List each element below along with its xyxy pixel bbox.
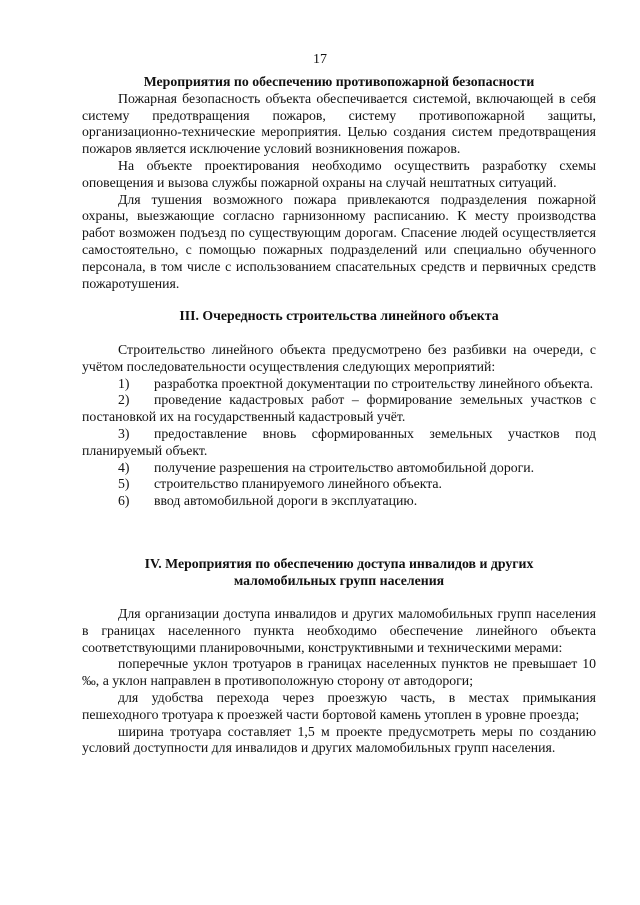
fire-safety-paragraph-3: Для тушения возможного пожара привлекаются подразделения пожарной охраны, выезжающие согласно гарнизонному расписанию. К месту производства работ возможен подъезд по существующим дорогам. Спасение людей осуществляется самостоятельно, с помощью пожарных подразделений или специально обученного персонала, в том числе с использованием спасательных средств и первичных средств пожаротушения. bbox=[82, 191, 596, 291]
list-item-text: получение разрешения на строительство автомобильной дороги. bbox=[154, 459, 535, 475]
page-number: 17 bbox=[313, 52, 327, 67]
construction-order-intro: Строительство линейного объекта предусмотрено без разбивки на очереди, с учётом последовательности осуществления следующих мероприятий: bbox=[82, 342, 596, 374]
list-item-number: 6) bbox=[118, 493, 130, 509]
accessibility-heading-line-1: IV. Мероприятия по обеспечению доступа инвалидов и других bbox=[144, 556, 534, 571]
fire-safety-heading: Мероприятия по обеспечению противопожарной безопасности bbox=[143, 74, 535, 89]
list-item-number: 2) bbox=[118, 392, 130, 408]
list-item-number: 3) bbox=[118, 425, 130, 441]
list-item bbox=[82, 376, 596, 393]
list-item-number: 1) bbox=[118, 375, 130, 391]
list-item bbox=[82, 392, 596, 426]
list-item bbox=[82, 476, 596, 493]
list-item-number: 4) bbox=[118, 459, 130, 475]
list-item bbox=[82, 493, 596, 510]
list-item bbox=[82, 426, 596, 460]
construction-order-section bbox=[82, 342, 596, 510]
list-item-text: предоставление вновь сформированных земельных участков под планируемый объект. bbox=[82, 425, 596, 458]
accessibility-heading-line-2: маломобильных групп населения bbox=[233, 572, 445, 588]
accessibility-paragraph-2: поперечные уклон тротуаров в границах населенных пунктов не превышает 10 ‰, а уклон направлен в противоположную сторону от автодороги; bbox=[82, 656, 596, 689]
accessibility-heading bbox=[82, 556, 596, 590]
list-item-text: проведение кадастровых работ – формирование земельных участков с постановкой их на государственный кадастровый учёт. bbox=[82, 392, 596, 425]
list-item-text: ввод автомобильной дороги в эксплуатацию. bbox=[154, 493, 418, 509]
accessibility-section bbox=[82, 606, 596, 757]
fire-safety-section bbox=[82, 74, 596, 292]
accessibility-paragraph-1: Для организации доступа инвалидов и других маломобильных групп населения в границах населенного пункта необходимо обеспечение линейного объекта соответствующими планировочными, конструктивными и техническими мерами: bbox=[82, 606, 596, 655]
accessibility-paragraph-4: ширина тротуара составляет 1,5 м проекте предусмотреть меры по созданию условий доступности для инвалидов и других маломобильных групп населения. bbox=[82, 723, 596, 756]
construction-order-heading: III. Очередность строительства линейного объекта bbox=[179, 308, 499, 323]
fire-safety-paragraph-1: Пожарная безопасность объекта обеспечивается системой, включающей в себя систему предотвращения пожаров, систему противопожарной защиты, организационно-технические мероприятия. Целью создания систем предотвращения пожаров является исключение условий возникновения пожаров. bbox=[82, 90, 596, 157]
list-item-number: 5) bbox=[118, 476, 130, 492]
list-item-text: разработка проектной документации по строительству линейного объекта. bbox=[154, 375, 594, 391]
list-item bbox=[82, 460, 596, 477]
accessibility-paragraph-3: для удобства перехода через проезжую часть, в местах примыкания пешеходного тротуара к проезжей части бортовой камень утоплен в уровне проезда; bbox=[82, 689, 596, 722]
list-item-text: строительство планируемого линейного объекта. bbox=[154, 476, 442, 492]
fire-safety-paragraph-2: На объекте проектирования необходимо осуществить разработку схемы оповещения и вызова службы пожарной охраны на случай нештатных ситуаций. bbox=[82, 157, 596, 190]
